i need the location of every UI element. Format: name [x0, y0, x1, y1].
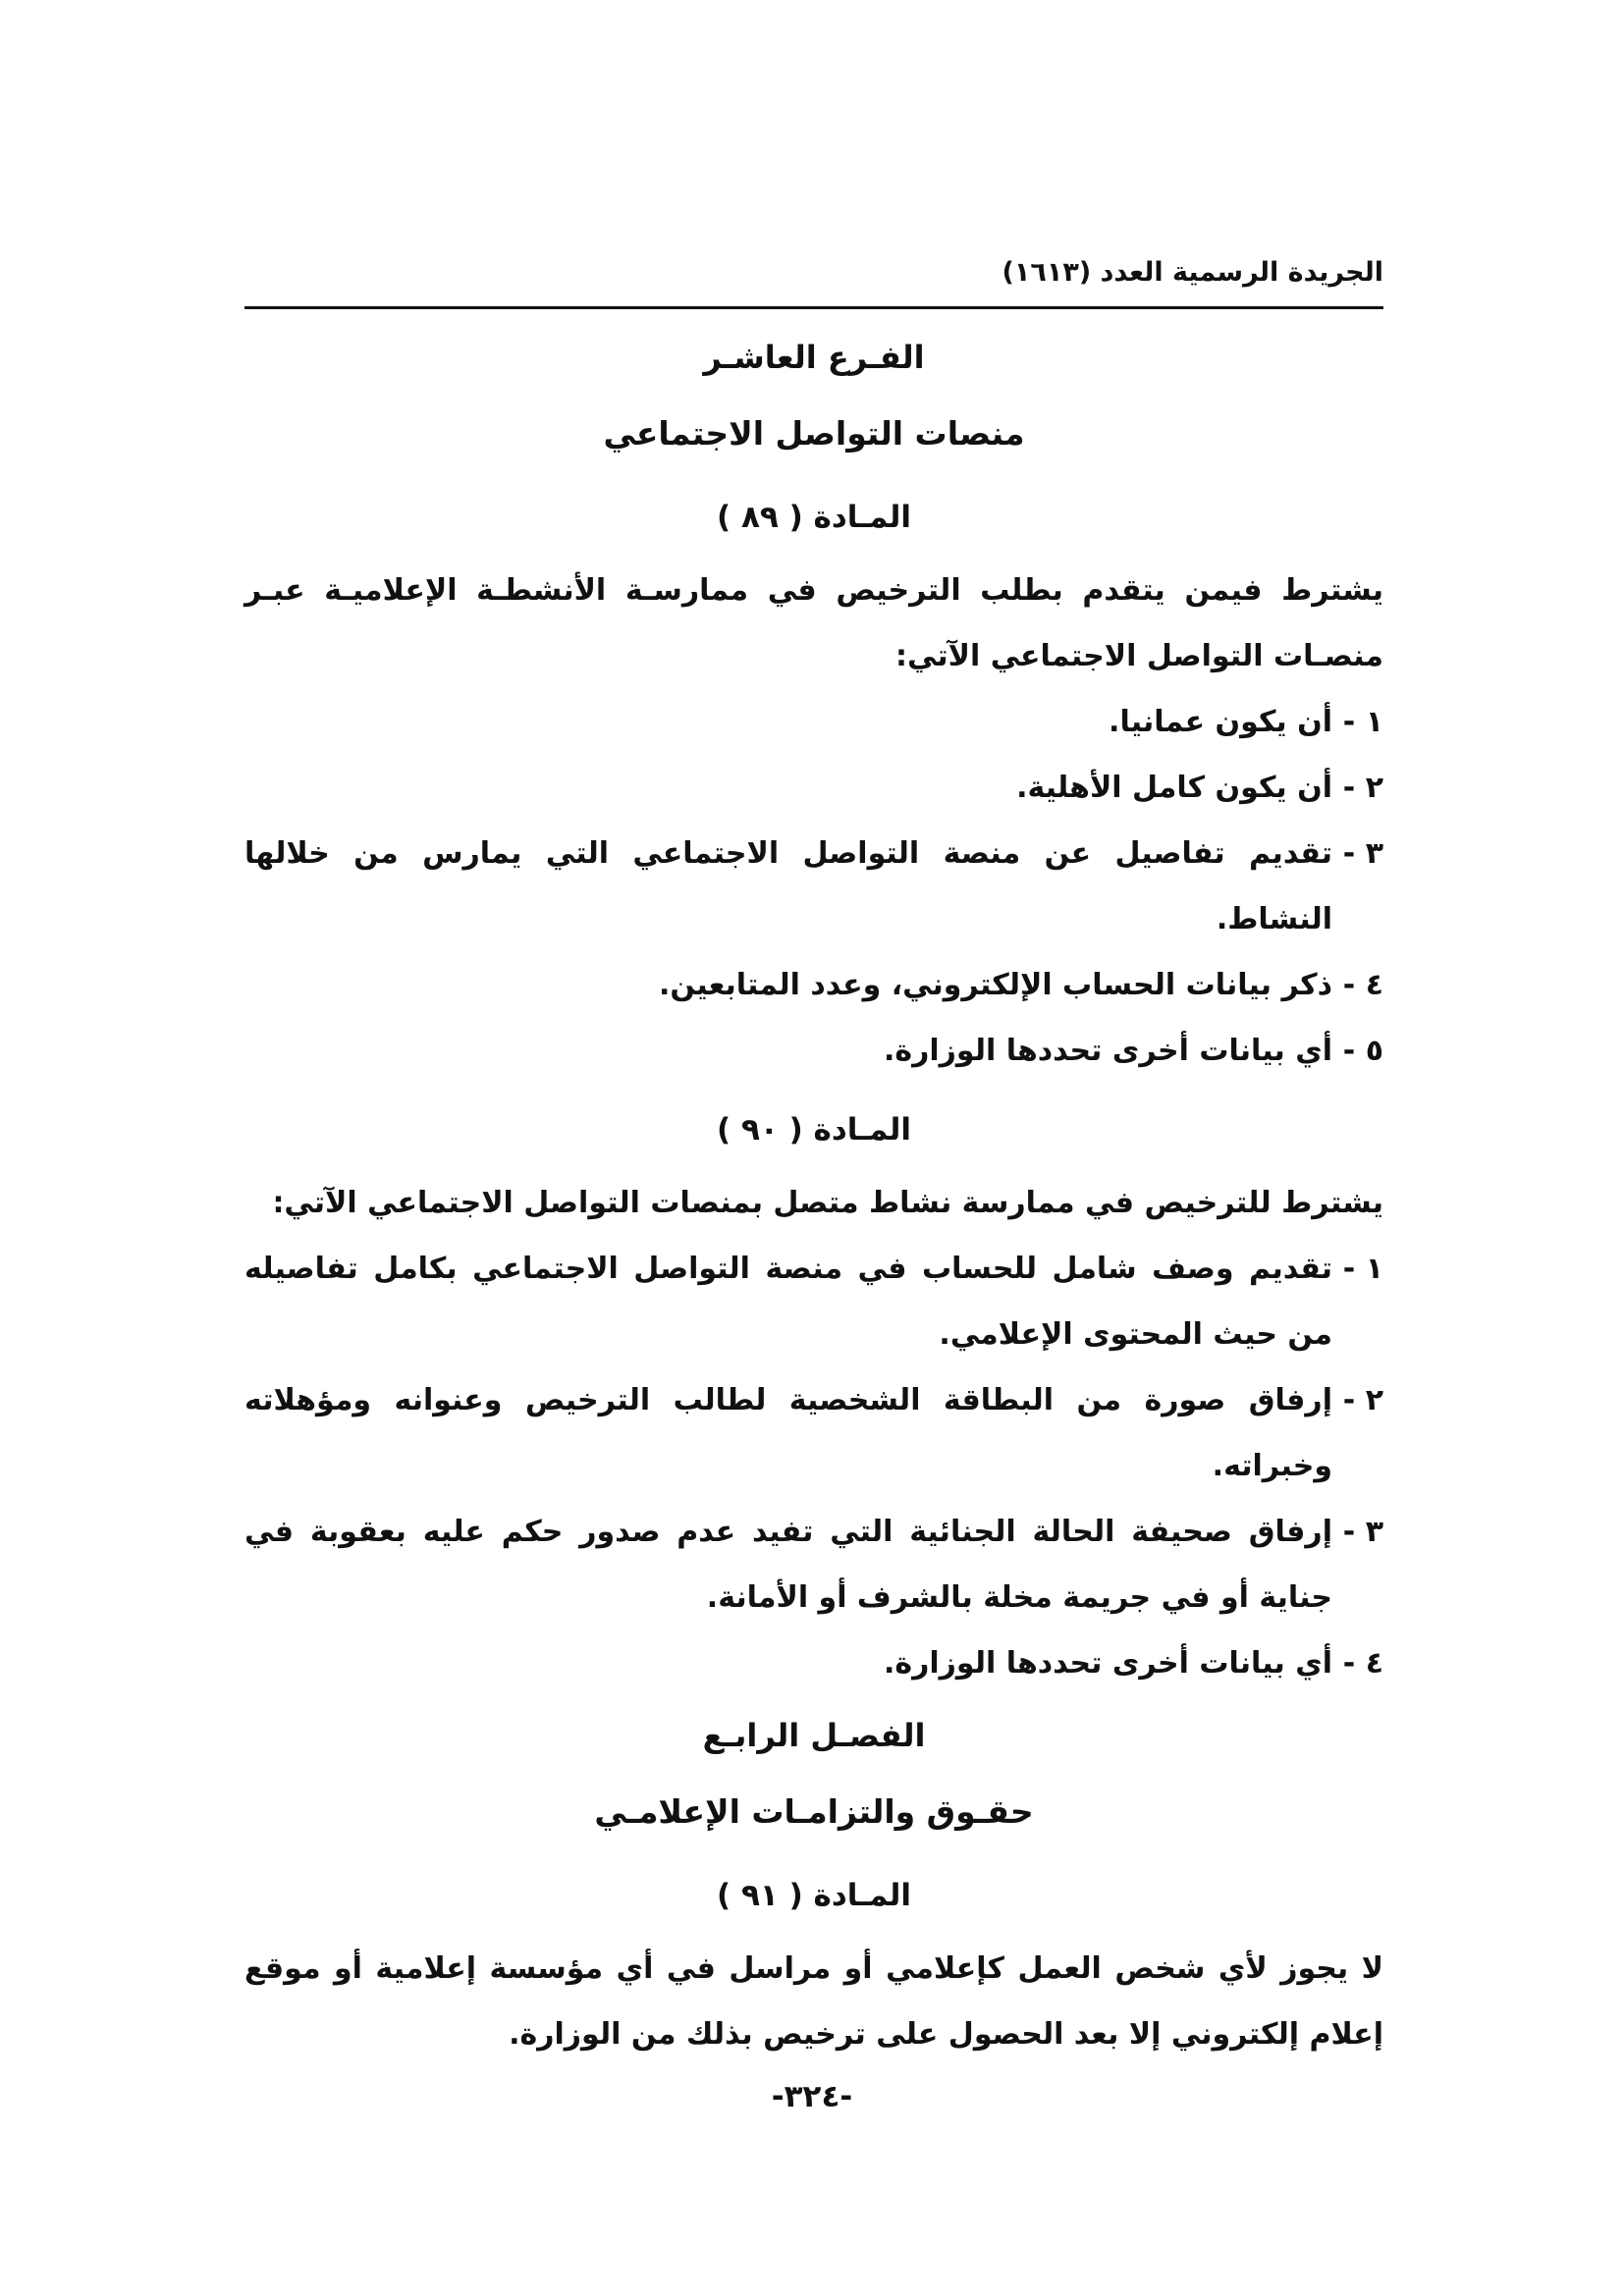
- branch-heading: الفـرع العاشـر: [703, 339, 925, 376]
- item-text: إرفاق صحيفة الحالة الجنائية التي تفيد عدم صدور حكم عليه بعقوبة في جناية أو في جريمة مخلة بالشرف أو الأمانة.: [244, 1515, 1332, 1615]
- item-text: أن يكون كامل الأهلية.: [1016, 771, 1332, 805]
- article-90-item: [244, 1499, 1383, 1630]
- item-number: ٣ -: [1342, 836, 1383, 871]
- item-text: أي بيانات أخرى تحددها الوزارة.: [883, 1034, 1332, 1068]
- item-number: ٤ -: [1342, 968, 1383, 1002]
- item-number: ٣ -: [1342, 1515, 1383, 1549]
- article-89-item: [244, 1018, 1383, 1084]
- document-body: [244, 324, 1383, 2067]
- article-90-item: [244, 1367, 1383, 1499]
- running-header: الجريدة الرسمية العدد (١٦١٣): [1001, 257, 1383, 288]
- item-text: إرفاق صورة من البطاقة الشخصية لطالب الترخيص وعنوانه ومؤهلاته وخبراته.: [244, 1383, 1332, 1483]
- item-number: ٢ -: [1342, 1383, 1383, 1417]
- article-89-item: [244, 755, 1383, 821]
- article-89-heading: المـادة ( ٨٩ ): [716, 500, 912, 535]
- header-divider: [244, 306, 1383, 309]
- article-89-item: [244, 821, 1383, 952]
- item-text: أن يكون عمانيا.: [1109, 705, 1332, 739]
- chapter-title: حقـوق والتزامـات الإعلامـي: [594, 1792, 1034, 1831]
- section-title: منصات التواصل الاجتماعي: [603, 414, 1025, 453]
- item-text: ذكر بيانات الحساب الإلكتروني، وعدد المتابعين.: [658, 968, 1332, 1002]
- item-number: ١ -: [1342, 705, 1383, 739]
- page-number: -٣٢٤-: [771, 2079, 853, 2114]
- chapter-heading: الفصـل الرابـع: [702, 1717, 926, 1754]
- item-number: ٤ -: [1342, 1646, 1383, 1681]
- item-text: تقديم تفاصيل عن منصة التواصل الاجتماعي التي يمارس من خلالها النشاط.: [244, 836, 1332, 936]
- article-90-item: [244, 1630, 1383, 1696]
- article-91-heading: المـادة ( ٩١ ): [716, 1878, 912, 1913]
- item-text: أي بيانات أخرى تحددها الوزارة.: [883, 1646, 1332, 1681]
- article-90-intro: يشترط للترخيص في ممارسة نشاط متصل بمنصات التواصل الاجتماعي الآتي:: [272, 1186, 1383, 1220]
- article-91-text: لا يجوز لأي شخص العمل كإعلامي أو مراسل في أي مؤسسة إعلامية أو موقع إعلام إلكتروني إلا بعد الحصول على ترخيص بذلك من الوزارة.: [244, 1951, 1383, 2052]
- article-90-heading: المـادة ( ٩٠ ): [716, 1112, 912, 1148]
- item-number: ٢ -: [1342, 771, 1383, 805]
- item-number: ٥ -: [1342, 1034, 1383, 1068]
- article-89-item: [244, 689, 1383, 755]
- article-89-intro: يشترط فيمن يتقدم بطلب الترخيص في ممارسـة الأنشطـة الإعلاميـة عبـر منصـات التواصل الاجتماعي الآتي:: [244, 573, 1383, 673]
- article-89-item: [244, 952, 1383, 1018]
- item-number: ١ -: [1342, 1252, 1383, 1286]
- item-text: تقديم وصف شامل للحساب في منصة التواصل الاجتماعي بكامل تفاصيله من حيث المحتوى الإعلامي.: [244, 1252, 1332, 1352]
- article-90-item: [244, 1236, 1383, 1367]
